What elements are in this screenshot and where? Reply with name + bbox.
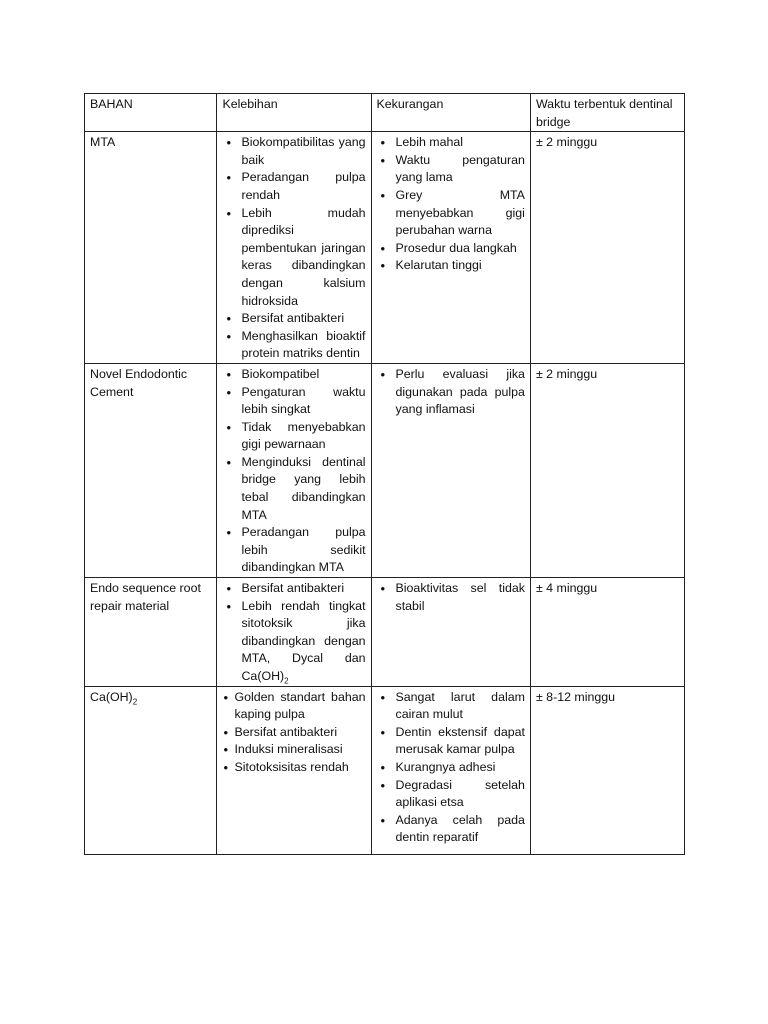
comparison-table <box>84 93 685 855</box>
table-row <box>85 132 685 364</box>
header-waktu: Waktu terbentuk dentinal bridge <box>530 94 684 132</box>
list-item <box>241 598 365 686</box>
material-cell <box>85 686 217 854</box>
cons-list <box>377 134 525 275</box>
list-item: • Lebih mudah diprediksi pembentukan jaringan keras dibandingkan dengan kalsium hidroksida <box>241 205 365 311</box>
list-item: • Induksi mineralisasi <box>234 741 365 759</box>
subscript: 2 <box>284 676 289 686</box>
list-item: • Golden standart bahan kaping pulpa <box>234 689 365 724</box>
list-item: • Kurangnya adhesi <box>396 759 525 777</box>
cons-cell <box>371 686 530 854</box>
time-cell: ± 8-12 minggu <box>530 686 684 854</box>
table-row <box>85 686 685 854</box>
list-item: • Pengaturan waktu lebih singkat <box>241 384 365 419</box>
list-item: • Peradangan pulpa rendah <box>241 169 365 204</box>
list-item-text: Lebih rendah tingkat sitotoksik jika dibandingkan dengan MTA, Dycal dan Ca(OH) <box>241 598 366 683</box>
table-row <box>85 578 685 687</box>
cons-cell <box>371 132 530 364</box>
list-item: • Grey MTA menyebabkan gigi perubahan warna <box>396 187 525 240</box>
cons-cell <box>371 363 530 577</box>
cons-list <box>377 689 525 847</box>
pros-cell <box>217 363 371 577</box>
list-item: • Sitotoksisitas rendah <box>234 759 365 777</box>
pros-list <box>222 134 365 363</box>
list-item: • Bersifat antibakteri <box>234 724 365 742</box>
list-item: • Kelarutan tinggi <box>396 257 525 275</box>
time-cell: ± 2 minggu <box>530 132 684 364</box>
pros-cell <box>217 686 371 854</box>
time-cell: ± 2 minggu <box>530 363 684 577</box>
list-item: • Biokompatibilitas yang baik <box>241 134 365 169</box>
cons-list <box>377 366 525 419</box>
list-item: • Biokompatibel <box>241 366 365 384</box>
list-item: • Bersifat antibakteri <box>241 310 365 328</box>
list-item: • Menginduksi dentinal bridge yang lebih tebal dibandingkan MTA <box>241 454 365 524</box>
cons-cell <box>371 578 530 687</box>
cons-list <box>377 580 525 615</box>
pros-list <box>222 366 365 577</box>
list-item: • Tidak menyebabkan gigi pewarnaan <box>241 419 365 454</box>
header-kekurangan: Kekurangan <box>371 94 530 132</box>
list-item: • Menghasilkan bioaktif protein matriks dentin <box>241 328 365 363</box>
material-cell: Novel Endodontic Cement <box>85 363 217 577</box>
material-name: Ca(OH) <box>90 689 133 704</box>
list-item: • Bioaktivitas sel tidak stabil <box>396 580 525 615</box>
list-item: • Perlu evaluasi jika digunakan pada pulpa yang inflamasi <box>396 366 525 419</box>
list-item: • Waktu pengaturan yang lama <box>396 152 525 187</box>
pros-cell <box>217 578 371 687</box>
list-item: • Peradangan pulpa lebih sedikit dibandingkan MTA <box>241 524 365 577</box>
material-cell: Endo sequence root repair material <box>85 578 217 687</box>
list-item: • Adanya celah pada dentin reparatif <box>396 812 525 847</box>
list-item: • Lebih mahal <box>396 134 525 152</box>
list-item: • Prosedur dua langkah <box>396 240 525 258</box>
pros-list <box>222 580 365 686</box>
table-row <box>85 363 685 577</box>
table-header-row <box>85 94 685 132</box>
time-cell: ± 4 minggu <box>530 578 684 687</box>
list-item: • Degradasi setelah aplikasi etsa <box>396 777 525 812</box>
pros-list <box>222 689 365 777</box>
pros-cell <box>217 132 371 364</box>
list-item: • Bersifat antibakteri <box>241 580 365 598</box>
material-cell: MTA <box>85 132 217 364</box>
list-item: • Dentin ekstensif dapat merusak kamar pulpa <box>396 724 525 759</box>
subscript: 2 <box>132 697 138 707</box>
header-bahan: BAHAN <box>85 94 217 132</box>
header-kelebihan: Kelebihan <box>217 94 371 132</box>
list-item: • Sangat larut dalam cairan mulut <box>396 689 525 724</box>
